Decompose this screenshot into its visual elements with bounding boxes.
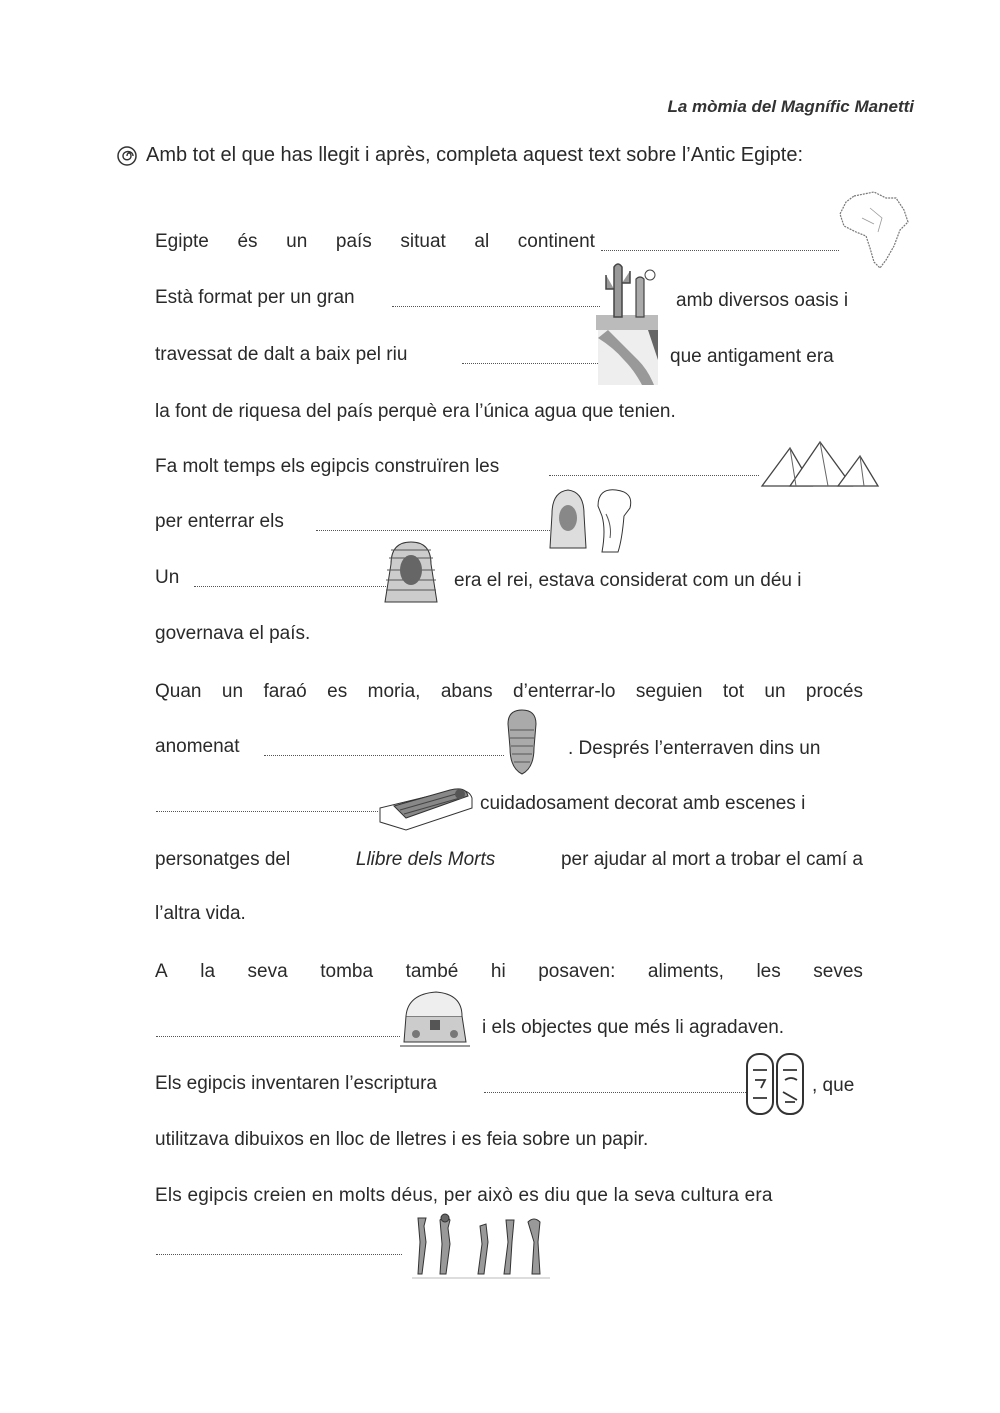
- word: Quan: [155, 681, 202, 702]
- line-7-end: [454, 569, 801, 593]
- word: situat: [400, 231, 446, 252]
- text: per ajudar al mort a trobar el camí a: [560, 849, 863, 870]
- blank-pharaohs[interactable]: [316, 516, 552, 531]
- line-8: [155, 622, 310, 646]
- africa-map-icon: [834, 188, 912, 274]
- text: que antigament era: [670, 346, 834, 367]
- blank-desert[interactable]: [392, 292, 600, 307]
- line-18: [155, 1184, 863, 1208]
- sarcophagus-icon: [376, 768, 476, 836]
- line-9: [155, 680, 863, 704]
- word: un: [221, 681, 244, 702]
- line-14: [155, 960, 863, 984]
- line-7: [155, 566, 179, 590]
- blank-treasures[interactable]: [156, 1022, 400, 1037]
- mummy-icon: [500, 708, 544, 776]
- pharaoh-heads-icon: [546, 486, 638, 558]
- text: , que: [812, 1075, 855, 1096]
- word: Egipte: [155, 231, 209, 252]
- book-title: Llibre dels Morts: [355, 849, 496, 870]
- blank-polytheistic[interactable]: [156, 1240, 402, 1255]
- line-17: [155, 1128, 648, 1152]
- line-5: [155, 455, 499, 479]
- word: procés: [805, 681, 863, 702]
- text: Un: [155, 567, 180, 588]
- text: Està format per un gran: [155, 287, 355, 308]
- egyptian-gods-icon: [410, 1212, 552, 1284]
- blank-sarcophagus[interactable]: [156, 797, 378, 812]
- cactus-desert-icon: [596, 255, 658, 330]
- text: i els objectes que més li agradaven.: [482, 1017, 785, 1038]
- word: seguien: [635, 681, 703, 702]
- text: l’altra vida.: [155, 903, 246, 924]
- pyramids-icon: [760, 438, 880, 488]
- word: continent: [517, 231, 595, 252]
- line-2: [155, 286, 355, 310]
- word: faraó: [263, 681, 307, 702]
- blank-continent[interactable]: [601, 236, 839, 251]
- text: Els egipcis inventaren l’escriptura: [155, 1073, 437, 1094]
- word: també: [405, 961, 459, 982]
- word: un: [286, 231, 308, 252]
- word: tot: [722, 681, 744, 702]
- word: moria,: [367, 681, 421, 702]
- line-10: [155, 735, 240, 759]
- text: era el rei, estava considerat com un déu i: [454, 570, 802, 591]
- spiral-bullet-icon: [116, 145, 138, 167]
- word: A: [155, 961, 168, 982]
- line-11-end: [480, 792, 805, 816]
- line-13: [155, 902, 246, 926]
- line-6: [155, 510, 284, 534]
- word: un: [764, 681, 786, 702]
- treasure-chest-icon: [396, 988, 474, 1050]
- word: hi: [490, 961, 506, 982]
- blank-writing[interactable]: [484, 1078, 746, 1093]
- text: anomenat: [155, 736, 240, 757]
- word: posaven:: [538, 961, 616, 982]
- word: aliments,: [647, 961, 724, 982]
- word: abans: [440, 681, 493, 702]
- word: d’enterrar-lo: [513, 681, 616, 702]
- blank-pharaoh[interactable]: [194, 572, 386, 587]
- word: tomba: [320, 961, 374, 982]
- word: és: [237, 231, 258, 252]
- instruction-text: Amb tot el que has llegit i après, completa aquest text sobre l’Antic Egipte:: [146, 144, 804, 166]
- text: personatges del: [155, 849, 291, 870]
- text: Els egipcis creien en molts déus, per això es diu que la seva cultura era: [155, 1185, 773, 1206]
- line-15-end: [482, 1016, 784, 1040]
- line-2-end: [676, 289, 848, 313]
- word: seves: [813, 961, 863, 982]
- line-4: [155, 400, 676, 424]
- line-16: [155, 1072, 437, 1096]
- word: al: [474, 231, 490, 252]
- blank-mummification[interactable]: [264, 741, 504, 756]
- line-3: [155, 343, 407, 367]
- line-3-end: [670, 345, 834, 369]
- text: amb diversos oasis i: [676, 290, 849, 311]
- line-12: [155, 848, 863, 872]
- word: es: [327, 681, 348, 702]
- line-16-end: [812, 1074, 854, 1098]
- document-title: La mòmia del Magnífic Manetti: [667, 97, 914, 116]
- text: cuidadosament decorat amb escenes i: [480, 793, 806, 814]
- blank-river[interactable]: [462, 349, 602, 364]
- line-10-end: [568, 737, 820, 761]
- text: governava el país.: [155, 623, 311, 644]
- word: seva: [247, 961, 288, 982]
- text: . Després l’enterraven dins un: [568, 738, 821, 759]
- line-1: [155, 230, 595, 254]
- text: la font de riquesa del país perquè era l’única agua que tenien.: [155, 401, 676, 422]
- word: la: [200, 961, 216, 982]
- nile-river-icon: [598, 330, 658, 385]
- text: per enterrar els: [155, 511, 284, 532]
- word: les: [756, 961, 781, 982]
- text: utilitzava dibuixos en lloc de lletres i es feia sobre un papir.: [155, 1129, 649, 1150]
- word: país: [335, 231, 372, 252]
- pharaoh-mask-icon: [381, 540, 441, 604]
- text: Fa molt temps els egipcis construïren les: [155, 456, 500, 477]
- blank-pyramids[interactable]: [549, 461, 759, 476]
- instruction: [116, 144, 803, 167]
- cartouche-hieroglyph-icon: [745, 1050, 807, 1118]
- text: travessat de dalt a baix pel riu: [155, 344, 408, 365]
